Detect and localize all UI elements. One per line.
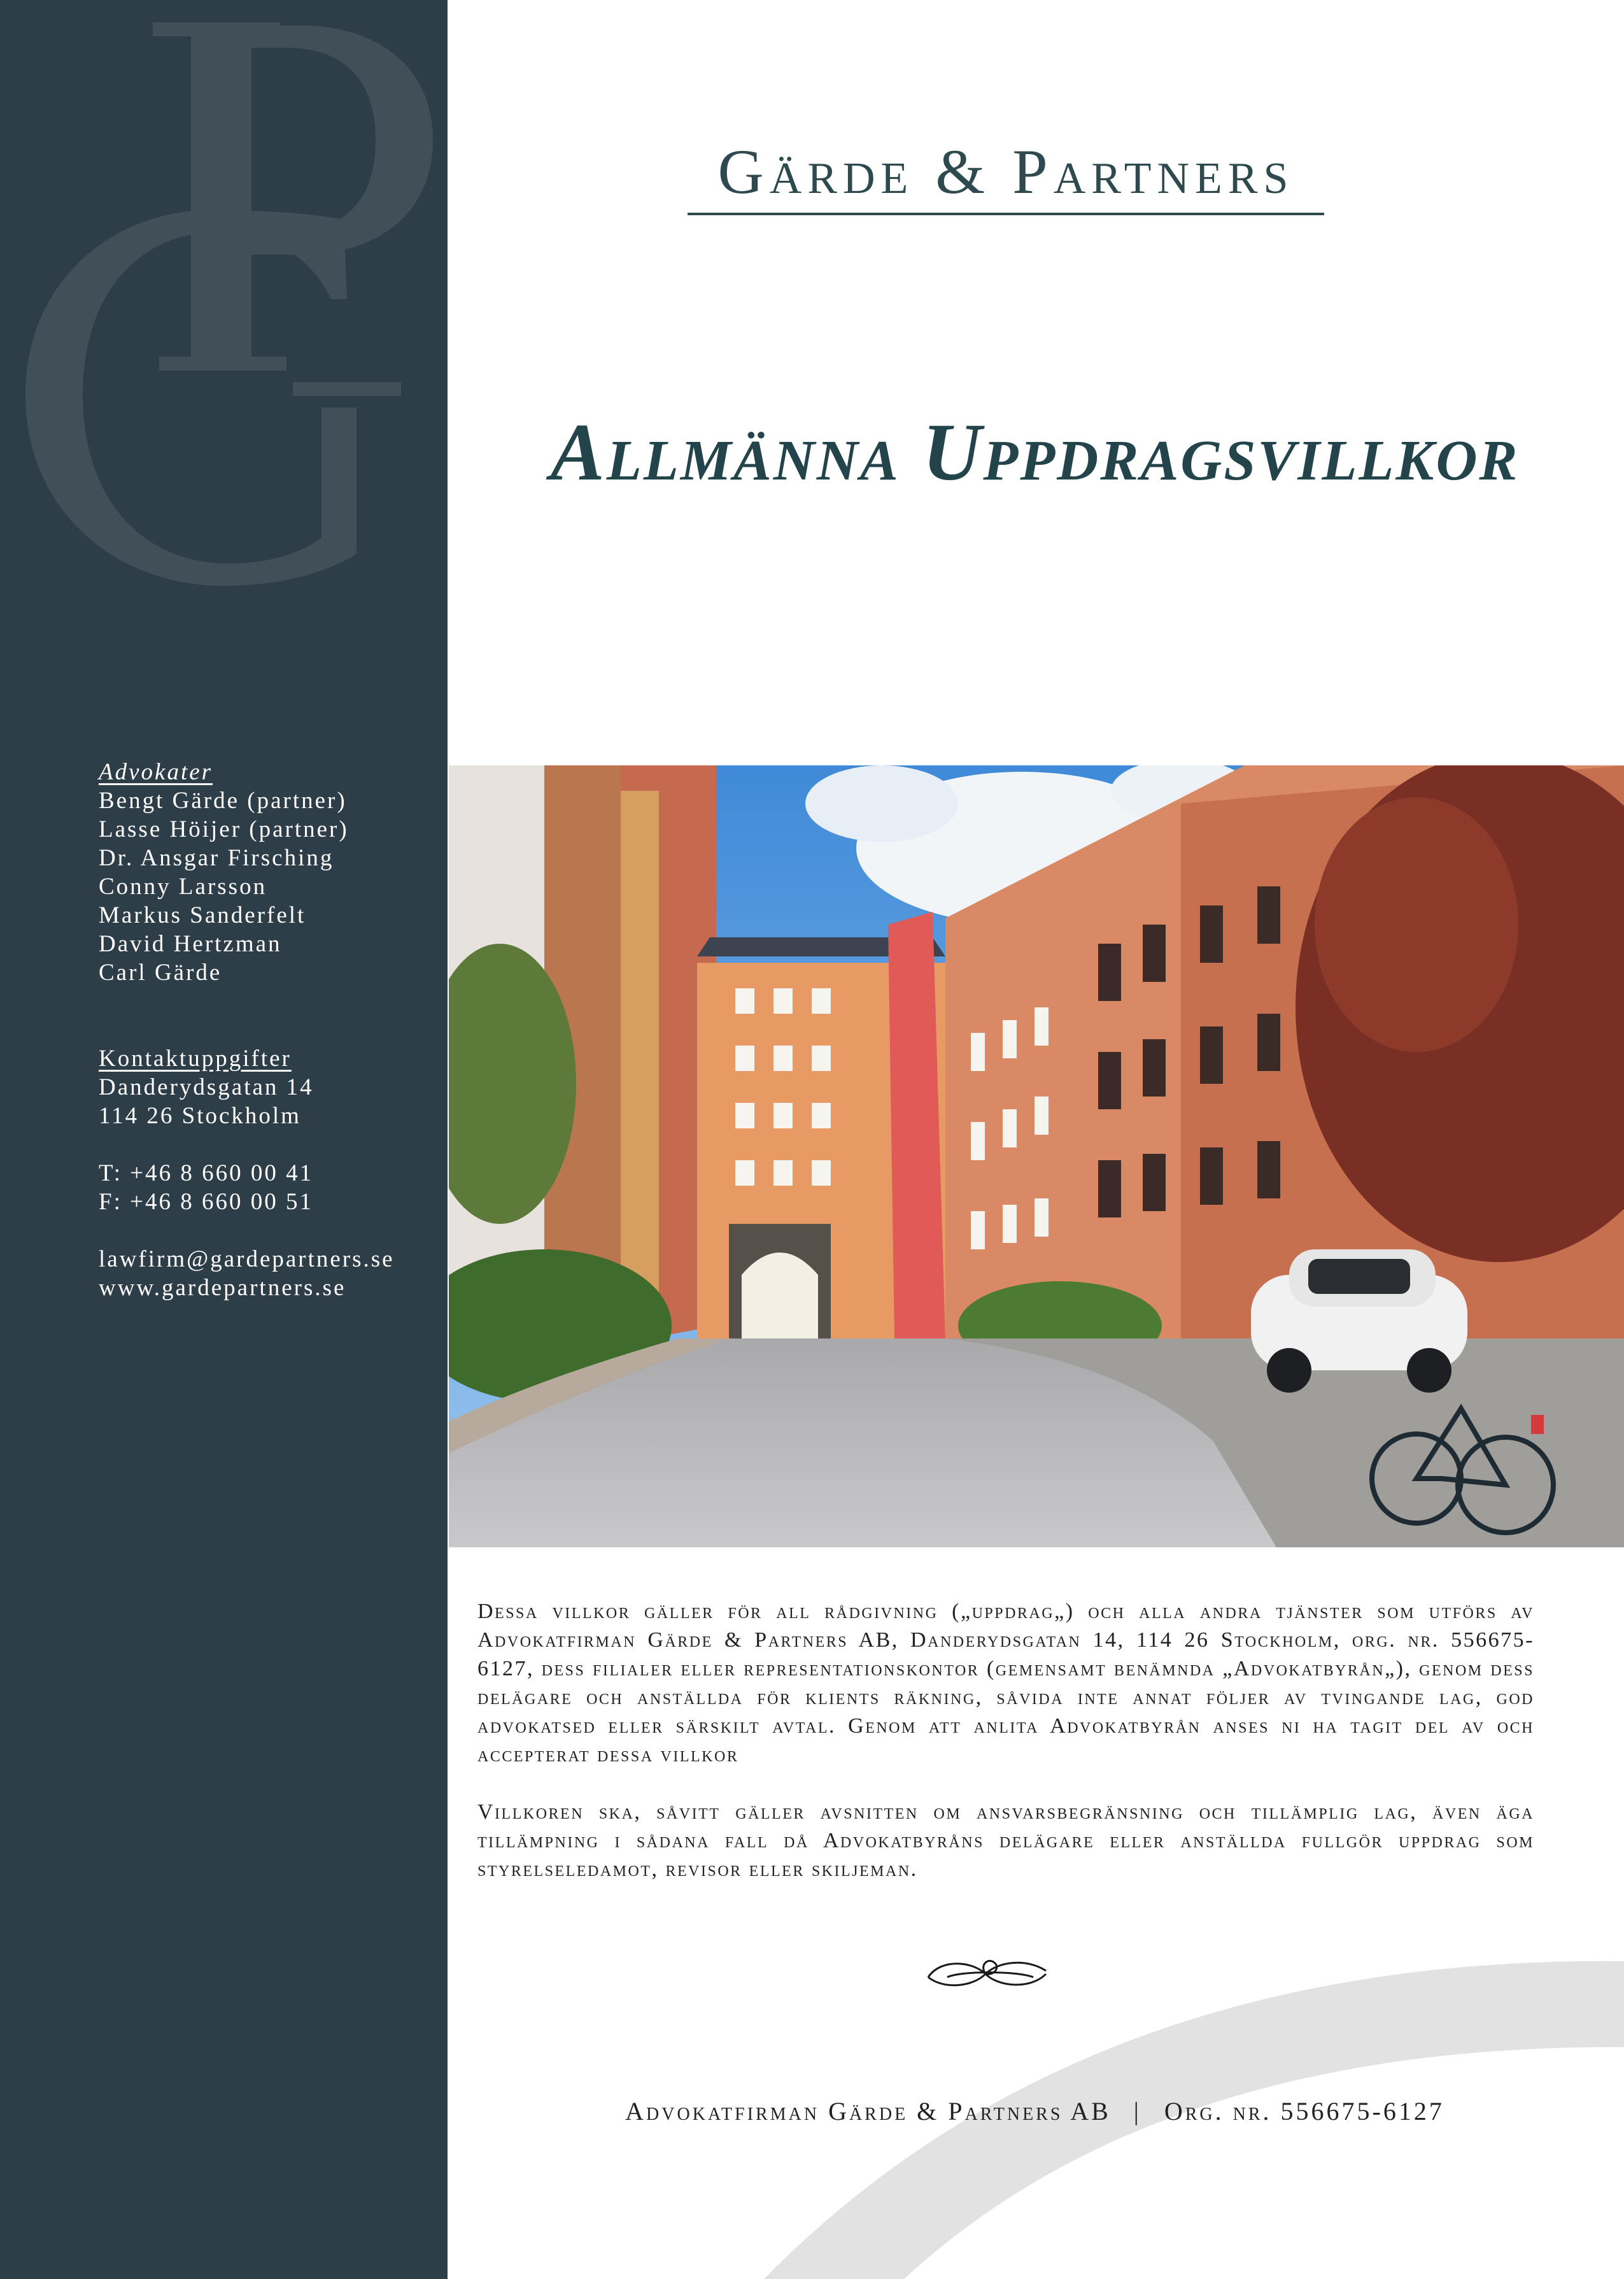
lawyer-name: David Hertzman — [99, 931, 282, 957]
footer-company: Advokatfirman Gärde & Partners AB — [625, 2097, 1111, 2126]
footer-separator: | — [1133, 2097, 1141, 2126]
flourish-ornament — [922, 1952, 1056, 1996]
lawyers-section — [99, 758, 349, 987]
lawyer-name: Carl Gärde — [99, 960, 222, 986]
lawyer-name: Dr. Ansgar Firsching — [99, 845, 334, 871]
address-city: 114 26 Stockholm — [99, 1103, 301, 1129]
brand-name: Gärde & Partners — [717, 136, 1294, 207]
lawyer-name: Markus Sanderfelt — [99, 902, 306, 928]
street-photo — [449, 765, 1624, 1547]
phone-number: T: +46 8 660 00 41 — [99, 1160, 314, 1186]
lawyer-name: Lasse Höijer (partner) — [99, 816, 349, 842]
terms-paragraph-2: Villkoren ska, såvitt gäller avsnitten om ansvarsbegränsning och tillämplig lag, även äga tillämpning i sådana fall då Advokatbyråns delägare eller anställda fullgör uppdrag som styrelseledamot, revisor eller skiljeman. — [477, 1800, 1534, 1881]
brand-underline — [688, 213, 1324, 215]
lawyer-name: Conny Larsson — [99, 874, 267, 900]
document-title: Allmänna Uppdragsvillkor — [550, 407, 1520, 497]
lawyers-heading: Advokater — [99, 759, 213, 785]
lawyer-name: Bengt Gärde (partner) — [99, 788, 347, 814]
fax-number: F: +46 8 660 00 51 — [99, 1189, 313, 1215]
address-street: Danderydsgatan 14 — [99, 1074, 314, 1100]
pg-monogram-logo — [0, 0, 448, 599]
footer — [446, 2096, 1624, 2126]
email-link[interactable]: lawfirm@gardepartners.se — [99, 1246, 395, 1272]
website-link[interactable]: www.gardepartners.se — [99, 1275, 346, 1301]
sidebar — [0, 0, 448, 2279]
contact-heading: Kontaktuppgifter — [99, 1046, 292, 1072]
footer-org-number: Org. nr. 556675-6127 — [1164, 2097, 1444, 2126]
contact-section — [99, 1044, 395, 1302]
terms-paragraph-1: Dessa villkor gäller för all rådgivning („uppdrag„) och alla andra tjänster som utförs av Advokatfirman Gärde & Partners AB, Danderydsgatan 14, 114 26 Stockholm, org. nr. 556675-6127, dess filialer eller representationskontor (gemensamt benämnda „Advokatbyrån„), genom dess delägare och anställda för klients räkning, såvida inte annat följer av tvingande lag, god advokatsed eller särskilt avtal. Genom att anlita Advokatbyrån anses ni ha tagit del av och accepterat dessa villkor — [477, 1600, 1534, 1766]
